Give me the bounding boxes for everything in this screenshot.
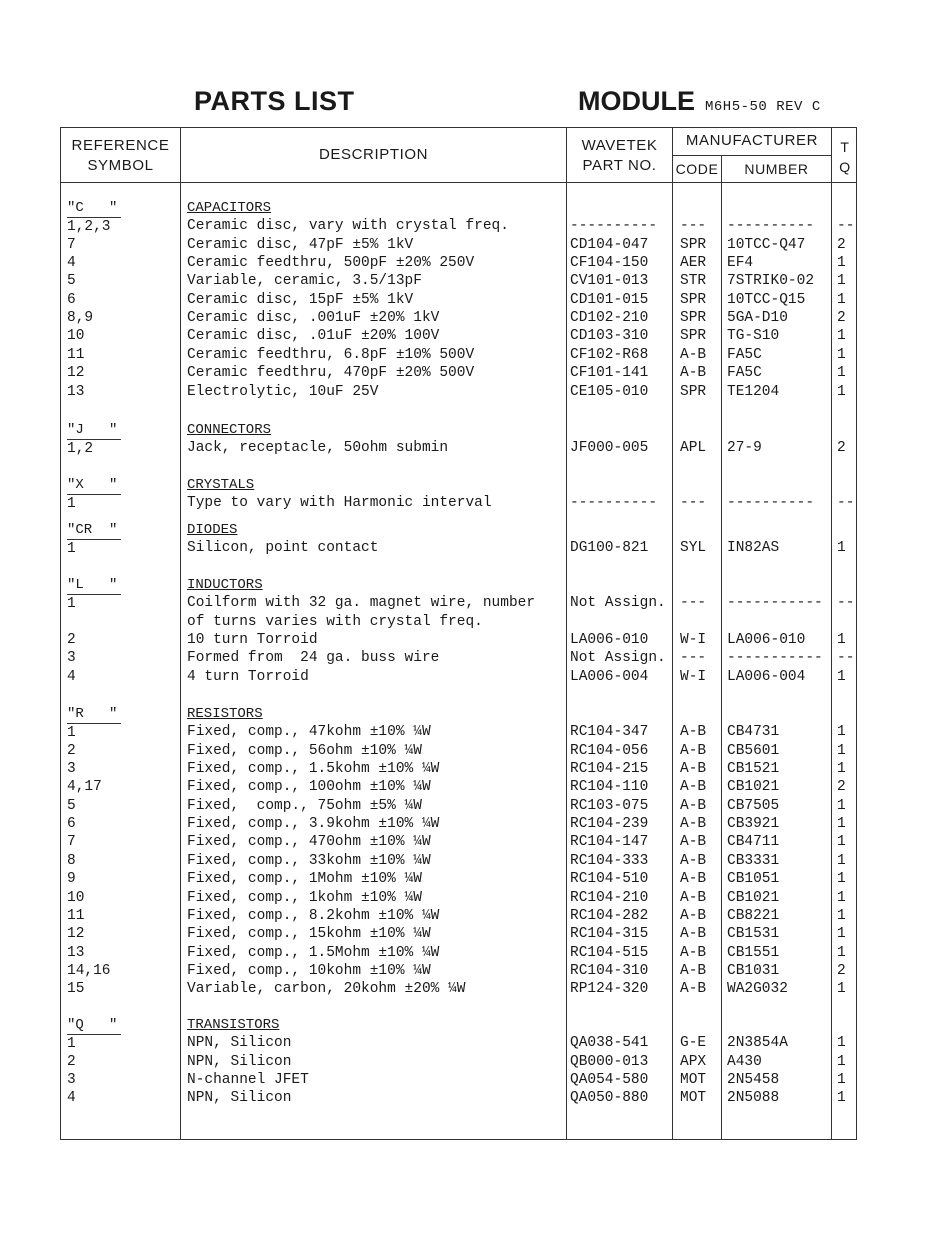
- part-description: 10 turn Torroid: [187, 632, 318, 649]
- manufacturer-number: FA5C: [727, 346, 762, 363]
- manufacturer-number: 27-9: [727, 440, 762, 457]
- reference-symbol: 13: [67, 944, 85, 961]
- part-description: Ceramic disc, vary with crystal freq.: [187, 218, 509, 235]
- wavetek-part-number: LA006-004: [570, 668, 649, 685]
- manufacturer-rule: [672, 155, 831, 156]
- manufacturer-code: W-I: [680, 632, 707, 649]
- total-quantity: 1: [837, 926, 846, 943]
- manufacturer-number: CB1531: [727, 926, 780, 943]
- manufacturer-code: MOT: [680, 1072, 707, 1089]
- manufacturer-code: SPR: [680, 328, 707, 345]
- wavetek-part-number: DG100-821: [570, 540, 649, 557]
- manufacturer-number: LA006-004: [727, 668, 806, 685]
- manufacturer-number: IN82AS: [727, 540, 780, 557]
- manufacturer-code: APL: [680, 440, 707, 457]
- total-quantity: --: [837, 218, 855, 235]
- reference-symbol: 1,2: [67, 441, 94, 458]
- part-number-header: WAVETEK PART NO.: [581, 137, 658, 174]
- wavetek-part-number: CD104-047: [570, 236, 649, 253]
- part-description: Fixed, comp., 56ohm ±10% ¼W: [187, 742, 422, 759]
- reference-symbol: 4,17: [67, 779, 102, 796]
- total-quantity: 1: [837, 1072, 846, 1089]
- wavetek-part-number: QA054-580: [570, 1072, 649, 1089]
- wavetek-part-number: RC104-215: [570, 761, 649, 778]
- manufacturer-code: A-B: [680, 907, 707, 924]
- wavetek-part-number: RC104-310: [570, 962, 649, 979]
- manufacturer-code: A-B: [680, 871, 707, 888]
- reference-symbol: 1: [67, 1036, 76, 1053]
- manufacturer-code: ---: [680, 595, 707, 612]
- wavetek-part-number: CF102-R68: [570, 346, 649, 363]
- manufacturer-code: W-I: [680, 668, 707, 685]
- wavetek-part-number: QA050-880: [570, 1090, 649, 1107]
- reference-symbol: 8,9: [67, 310, 94, 327]
- reference-symbol: 14,16: [67, 962, 111, 979]
- manufacturer-number: CB1551: [727, 944, 780, 961]
- header-rule: [61, 182, 856, 183]
- manufacturer-number: ----------: [727, 218, 815, 235]
- tq-header: T Q: [839, 139, 851, 175]
- manufacturer-code: SPR: [680, 291, 707, 308]
- column-divider: [672, 128, 673, 1139]
- manufacturer-number: A430: [727, 1053, 762, 1070]
- reference-symbol: 1: [67, 541, 76, 558]
- reference-symbol: 2: [67, 742, 76, 759]
- total-quantity: --: [837, 650, 855, 667]
- part-description: Fixed, comp., 100ohm ±10% ¼W: [187, 779, 431, 796]
- wavetek-part-number: RC103-075: [570, 797, 649, 814]
- part-description: NPN, Silicon: [187, 1090, 292, 1107]
- part-description: N-channel JFET: [187, 1072, 309, 1089]
- total-quantity: 2: [837, 310, 846, 327]
- reference-symbol: 11: [67, 907, 85, 924]
- wavetek-part-number: CD102-210: [570, 310, 649, 327]
- manufacturer-number: CB3331: [727, 852, 780, 869]
- manufacturer-number: -----------: [727, 650, 823, 667]
- total-quantity: 1: [837, 944, 846, 961]
- part-description: 4 turn Torroid: [187, 668, 309, 685]
- total-quantity: 1: [837, 816, 846, 833]
- manufacturer-code: A-B: [680, 852, 707, 869]
- manufacturer-number: ----------: [727, 495, 815, 512]
- reference-symbol: 3: [67, 1072, 76, 1089]
- manufacturer-number: CB1521: [727, 761, 780, 778]
- manufacturer-number: 7STRIK0-02: [727, 273, 815, 290]
- reference-symbol: 12: [67, 926, 85, 943]
- group-title: DIODES: [187, 522, 238, 538]
- part-description: Ceramic feedthru, 6.8pF ±10% 500V: [187, 346, 475, 363]
- part-description: Ceramic feedthru, 470pF ±20% 500V: [187, 365, 475, 382]
- group-title: CRYSTALS: [187, 477, 255, 493]
- part-description: Electrolytic, 10uF 25V: [187, 383, 379, 400]
- total-quantity: 1: [837, 540, 846, 557]
- reference-symbol: 9: [67, 871, 76, 888]
- manufacturer-code: SPR: [680, 236, 707, 253]
- wavetek-part-number: QB000-013: [570, 1053, 649, 1070]
- manufacturer-number: CB1051: [727, 871, 780, 888]
- wavetek-part-number: RC104-056: [570, 742, 649, 759]
- wavetek-part-number: CV101-013: [570, 273, 649, 290]
- group-title: INDUCTORS: [187, 577, 263, 593]
- manufacturer-code: ---: [680, 218, 707, 235]
- module-code: M6H5-50 REV C: [705, 99, 821, 115]
- wavetek-part-number: RC104-239: [570, 816, 649, 833]
- part-description: Fixed, comp., 1Mohm ±10% ¼W: [187, 871, 422, 888]
- manufacturer-number: 5GA-D10: [727, 310, 788, 327]
- manufacturer-number: EF4: [727, 255, 754, 272]
- total-quantity: 1: [837, 834, 846, 851]
- manufacturer-number: CB8221: [727, 907, 780, 924]
- manufacturer-code: A-B: [680, 889, 707, 906]
- reference-symbol: 15: [67, 981, 85, 998]
- manufacturer-code: MOT: [680, 1090, 707, 1107]
- part-description: Fixed, comp., 10kohm ±10% ¼W: [187, 962, 431, 979]
- total-quantity: 1: [837, 365, 846, 382]
- manufacturer-code: SYL: [680, 540, 707, 557]
- manufacturer-number: CB3921: [727, 816, 780, 833]
- reference-symbol: 6: [67, 816, 76, 833]
- column-divider: [566, 128, 567, 1139]
- reference-symbol: 7: [67, 834, 76, 851]
- group-reference-letter: "L ": [67, 576, 121, 595]
- part-description: Jack, receptacle, 50ohm submin: [187, 440, 449, 457]
- reference-symbol: 6: [67, 291, 76, 308]
- total-quantity: 1: [837, 724, 846, 741]
- total-quantity: 1: [837, 273, 846, 290]
- manufacturer-code: A-B: [680, 797, 707, 814]
- total-quantity: 1: [837, 383, 846, 400]
- part-description: Fixed, comp., 1kohm ±10% ¼W: [187, 889, 422, 906]
- reference-symbol: 2: [67, 1053, 76, 1070]
- part-description: Variable, ceramic, 3.5/13pF: [187, 273, 422, 290]
- manufacturer-code: SPR: [680, 310, 707, 327]
- manufacturer-number: FA5C: [727, 365, 762, 382]
- wavetek-part-number: RC104-515: [570, 944, 649, 961]
- reference-symbol: 4: [67, 1090, 76, 1107]
- reference-symbol: 1: [67, 496, 76, 513]
- manufacturer-number: 10TCC-Q15: [727, 291, 806, 308]
- part-description: Silicon, point contact: [187, 540, 379, 557]
- reference-symbol: 10: [67, 889, 85, 906]
- number-header: NUMBER: [744, 161, 809, 177]
- wavetek-part-number: CE105-010: [570, 383, 649, 400]
- manufacturer-code: A-B: [680, 816, 707, 833]
- part-description: Fixed, comp., 8.2kohm ±10% ¼W: [187, 907, 440, 924]
- group-title: TRANSISTORS: [187, 1017, 280, 1033]
- wavetek-part-number: RC104-210: [570, 889, 649, 906]
- total-quantity: 1: [837, 797, 846, 814]
- manufacturer-code: AER: [680, 255, 707, 272]
- total-quantity: 1: [837, 328, 846, 345]
- total-quantity: 1: [837, 1090, 846, 1107]
- manufacturer-number: LA006-010: [727, 632, 806, 649]
- reference-symbol: 4: [67, 255, 76, 272]
- manufacturer-number: 2N3854A: [727, 1035, 788, 1052]
- total-quantity: 1: [837, 761, 846, 778]
- part-description: Formed from 24 ga. buss wire: [187, 650, 440, 667]
- total-quantity: 1: [837, 981, 846, 998]
- part-description: Fixed, comp., 1.5kohm ±10% ¼W: [187, 761, 440, 778]
- manufacturer-code: A-B: [680, 346, 707, 363]
- module-heading: [578, 86, 821, 117]
- description-header: DESCRIPTION: [318, 146, 429, 163]
- manufacturer-header: MANUFACTURER: [685, 132, 819, 149]
- total-quantity: 1: [837, 889, 846, 906]
- total-quantity: 2: [837, 236, 846, 253]
- part-description: Ceramic feedthru, 500pF ±20% 250V: [187, 255, 475, 272]
- wavetek-part-number: RC104-347: [570, 724, 649, 741]
- total-quantity: 1: [837, 1053, 846, 1070]
- module-label: MODULE: [578, 86, 695, 116]
- wavetek-part-number: RC104-147: [570, 834, 649, 851]
- manufacturer-number: CB1021: [727, 779, 780, 796]
- group-reference-letter: "J ": [67, 421, 121, 440]
- group-title: CONNECTORS: [187, 422, 272, 438]
- total-quantity: --: [837, 495, 855, 512]
- total-quantity: --: [837, 595, 855, 612]
- column-divider: [721, 155, 722, 1139]
- manufacturer-code: STR: [680, 273, 707, 290]
- group-reference-letter: "C ": [67, 199, 121, 218]
- part-description: Fixed, comp., 75ohm ±5% ¼W: [187, 797, 422, 814]
- reference-symbol: 1: [67, 596, 76, 613]
- manufacturer-code: A-B: [680, 926, 707, 943]
- part-description: Ceramic disc, .01uF ±20% 100V: [187, 328, 440, 345]
- manufacturer-number: TE1204: [727, 383, 780, 400]
- part-description: Ceramic disc, 47pF ±5% 1kV: [187, 236, 414, 253]
- reference-symbol: 12: [67, 365, 85, 382]
- column-divider: [180, 128, 181, 1139]
- reference-symbol: 5: [67, 797, 76, 814]
- part-description: Coilform with 32 ga. magnet wire, number: [187, 595, 536, 612]
- wavetek-part-number: JF000-005: [570, 440, 649, 457]
- manufacturer-code: A-B: [680, 981, 707, 998]
- part-description: NPN, Silicon: [187, 1035, 292, 1052]
- page-title: PARTS LIST: [194, 86, 355, 116]
- reference-symbol: 2: [67, 632, 76, 649]
- manufacturer-number: 10TCC-Q47: [727, 236, 806, 253]
- total-quantity: 1: [837, 742, 846, 759]
- wavetek-part-number: ----------: [570, 218, 658, 235]
- group-title: RESISTORS: [187, 706, 263, 722]
- wavetek-part-number: CF101-141: [570, 365, 649, 382]
- total-quantity: 1: [837, 632, 846, 649]
- part-description: Fixed, comp., 3.9kohm ±10% ¼W: [187, 816, 440, 833]
- manufacturer-code: A-B: [680, 365, 707, 382]
- manufacturer-code: A-B: [680, 944, 707, 961]
- reference-symbol: 5: [67, 273, 76, 290]
- manufacturer-code: G-E: [680, 1035, 707, 1052]
- reference-symbol-header: REFERENCE SYMBOL: [71, 137, 170, 174]
- manufacturer-code: ---: [680, 650, 707, 667]
- group-reference-letter: "R ": [67, 705, 121, 724]
- manufacturer-number: CB7505: [727, 797, 780, 814]
- manufacturer-number: -----------: [727, 595, 823, 612]
- reference-symbol: 3: [67, 761, 76, 778]
- manufacturer-code: A-B: [680, 761, 707, 778]
- part-description: Fixed, comp., 33kohm ±10% ¼W: [187, 852, 431, 869]
- part-description: Variable, carbon, 20kohm ±20% ¼W: [187, 981, 466, 998]
- manufacturer-number: 2N5458: [727, 1072, 780, 1089]
- total-quantity: 1: [837, 871, 846, 888]
- wavetek-part-number: ----------: [570, 495, 658, 512]
- manufacturer-code: A-B: [680, 742, 707, 759]
- reference-symbol: 10: [67, 328, 85, 345]
- part-description: Fixed, comp., 1.5Mohm ±10% ¼W: [187, 944, 440, 961]
- manufacturer-number: CB1031: [727, 962, 780, 979]
- group-reference-letter: "CR ": [67, 521, 121, 540]
- part-description: Fixed, comp., 470ohm ±10% ¼W: [187, 834, 431, 851]
- manufacturer-code: ---: [680, 495, 707, 512]
- reference-symbol: 3: [67, 650, 76, 667]
- group-reference-letter: "Q ": [67, 1016, 121, 1035]
- manufacturer-code: A-B: [680, 962, 707, 979]
- manufacturer-code: A-B: [680, 724, 707, 741]
- reference-symbol: 1,2,3: [67, 219, 111, 236]
- wavetek-part-number: RC104-315: [570, 926, 649, 943]
- manufacturer-number: 2N5088: [727, 1090, 780, 1107]
- manufacturer-code: A-B: [680, 834, 707, 851]
- reference-symbol: 4: [67, 668, 76, 685]
- total-quantity: 1: [837, 852, 846, 869]
- wavetek-part-number: LA006-010: [570, 632, 649, 649]
- group-reference-letter: "X ": [67, 476, 121, 495]
- manufacturer-code: A-B: [680, 779, 707, 796]
- wavetek-part-number: RC104-510: [570, 871, 649, 888]
- part-description: Fixed, comp., 47kohm ±10% ¼W: [187, 724, 431, 741]
- manufacturer-number: CB4731: [727, 724, 780, 741]
- column-divider: [831, 128, 832, 1139]
- parts-table: [60, 127, 857, 1140]
- manufacturer-code: SPR: [680, 383, 707, 400]
- wavetek-part-number: QA038-541: [570, 1035, 649, 1052]
- wavetek-part-number: RC104-282: [570, 907, 649, 924]
- manufacturer-number: CB1021: [727, 889, 780, 906]
- wavetek-part-number: RP124-320: [570, 981, 649, 998]
- total-quantity: 2: [837, 440, 846, 457]
- wavetek-part-number: RC104-110: [570, 779, 649, 796]
- manufacturer-number: CB5601: [727, 742, 780, 759]
- reference-symbol: 7: [67, 236, 76, 253]
- wavetek-part-number: CF104-150: [570, 255, 649, 272]
- wavetek-part-number: RC104-333: [570, 852, 649, 869]
- part-description: of turns varies with crystal freq.: [187, 613, 483, 630]
- wavetek-part-number: CD101-015: [570, 291, 649, 308]
- manufacturer-code: APX: [680, 1053, 707, 1070]
- total-quantity: 2: [837, 779, 846, 796]
- part-description: Fixed, comp., 15kohm ±10% ¼W: [187, 926, 431, 943]
- total-quantity: 1: [837, 907, 846, 924]
- part-description: Ceramic disc, .001uF ±20% 1kV: [187, 310, 440, 327]
- part-description: Type to vary with Harmonic interval: [187, 495, 492, 512]
- reference-symbol: 11: [67, 346, 85, 363]
- reference-symbol: 13: [67, 383, 85, 400]
- wavetek-part-number: Not Assign.: [570, 595, 666, 612]
- total-quantity: 1: [837, 255, 846, 272]
- manufacturer-number: TG-S10: [727, 328, 780, 345]
- total-quantity: 1: [837, 1035, 846, 1052]
- reference-symbol: 1: [67, 725, 76, 742]
- code-header: CODE: [675, 161, 719, 177]
- part-description: Ceramic disc, 15pF ±5% 1kV: [187, 291, 414, 308]
- group-title: CAPACITORS: [187, 200, 272, 216]
- wavetek-part-number: Not Assign.: [570, 650, 666, 667]
- manufacturer-number: CB4711: [727, 834, 780, 851]
- total-quantity: 1: [837, 346, 846, 363]
- wavetek-part-number: CD103-310: [570, 328, 649, 345]
- total-quantity: 1: [837, 668, 846, 685]
- total-quantity: 1: [837, 291, 846, 308]
- manufacturer-number: WA2G032: [727, 981, 788, 998]
- total-quantity: 2: [837, 962, 846, 979]
- reference-symbol: 8: [67, 852, 76, 869]
- part-description: NPN, Silicon: [187, 1053, 292, 1070]
